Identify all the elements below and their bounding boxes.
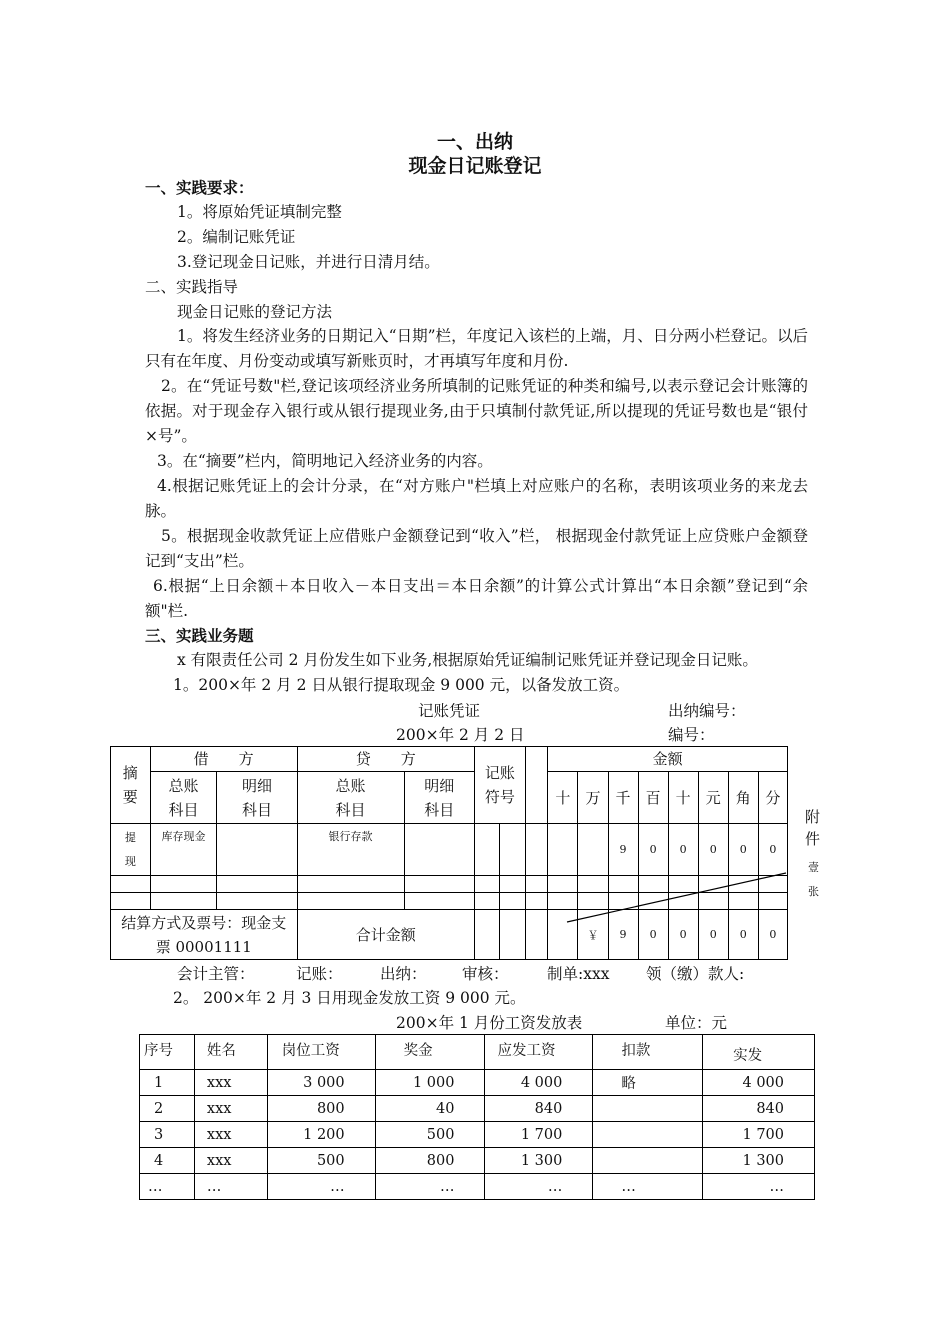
settlement-info: 结算方式及票号：现金支票 00001111: [111, 910, 298, 960]
footer-payee: 领（缴）款人:: [646, 965, 745, 983]
table-row: … … … … … … …: [140, 1174, 815, 1200]
section2-heading: 二、实践指导: [145, 278, 239, 296]
sec1-item-2: 2。编制记账凭证: [177, 228, 296, 246]
total-amount-label: 合计金额: [297, 910, 475, 960]
wage-table-unit: 单位：元: [665, 1014, 728, 1032]
section2-subheading: 现金日记账的登记方法: [177, 303, 333, 321]
voucher-number-label: 编号：: [668, 726, 715, 744]
voucher-credit-header: 贷 方: [297, 747, 475, 772]
wage-header: 序号: [140, 1035, 195, 1070]
wage-header: 奖金: [375, 1035, 485, 1070]
page-subtitle: 现金日记账登记: [408, 155, 542, 177]
entry-amount-digit: 0: [638, 824, 668, 876]
total-amount-digit: ￥: [578, 910, 608, 960]
attachment-count: 壹张: [808, 861, 819, 898]
digit-header: 万: [578, 772, 608, 824]
digit-header: 十: [668, 772, 698, 824]
voucher-debit-header: 借 方: [150, 747, 297, 772]
total-amount-digit: 0: [668, 910, 698, 960]
entry-amount-digit: 0: [728, 824, 758, 876]
page-title: 一、出纳: [436, 131, 513, 153]
credit-detail-header: 明细科目: [404, 772, 474, 824]
entry-amount-digit: 0: [668, 824, 698, 876]
debit-detail-header: 明细科目: [217, 772, 297, 824]
guide-p1: 1。将发生经济业务的日期记入“日期”栏，年度记入该栏的上端，月、日分两小栏登记。以后只有在年度、月份变动或填写新账页时，才再填写年度和月份.: [145, 327, 808, 370]
sec1-item-1: 1。将原始凭证填制完整: [177, 203, 342, 221]
digit-header: 百: [638, 772, 668, 824]
total-amount-digit: 0: [638, 910, 668, 960]
entry-amount-digit: 9: [608, 824, 638, 876]
section3-intro: x 有限责任公司 2 月份发生如下业务,根据原始凭证编制记账凭证并登记现金日记账。: [177, 651, 758, 669]
voucher-title: 记账凭证: [418, 702, 481, 720]
guide-p5: 5。根据现金收款凭证上应借账户金额登记到“收入”栏， 根据现金付款凭证上应贷账户金额登记到“支出”栏。: [145, 527, 808, 570]
total-amount-digit: 0: [758, 910, 787, 960]
digit-header: 千: [608, 772, 638, 824]
wage-header: 姓名: [194, 1035, 267, 1070]
digit-header: 分: [758, 772, 787, 824]
table-row: 4 xxx 500 800 1 300 1 300: [140, 1148, 815, 1174]
entry-credit-account: 银行存款: [297, 824, 404, 876]
task-2: 2。 200×年 2 月 3 日用现金发放工资 9 000 元。: [173, 989, 526, 1007]
total-amount-digit: 0: [698, 910, 728, 960]
section3-heading: 三、实践业务题: [145, 627, 254, 645]
guide-p6: 6.根据“上日余额＋本日收入－本日支出＝本日余额”的计算公式计算出“本日余额”登记到“余额"栏.: [145, 577, 808, 620]
total-amount-digit: 0: [728, 910, 758, 960]
wage-table-title: 200×年 1 月份工资发放表: [396, 1014, 583, 1032]
wage-header: 应发工资: [485, 1035, 593, 1070]
footer-bookkeeper: 记账：: [296, 965, 343, 983]
table-row: 3 xxx 1 200 500 1 700 1 700: [140, 1122, 815, 1148]
wage-header: 岗位工资: [267, 1035, 375, 1070]
digit-header: 元: [698, 772, 728, 824]
footer-auditor: 审核：: [462, 965, 509, 983]
total-amount-digit: 9: [608, 910, 638, 960]
guide-p4: 4.根据记账凭证上的会计分录，在“对方账户"栏填上对应账户的名称，表明该项业务的来龙去脉。: [145, 477, 808, 520]
task-1: 1。200×年 2 月 2 日从银行提取现金 9 000 元，以备发放工资。: [173, 676, 630, 694]
table-row: 1 xxx 3 000 1 000 4 000 略 4 000: [140, 1070, 815, 1096]
guide-p2: 2。在“凭证号数"栏,登记该项经济业务所填制的记账凭证的种类和编号,以表示登记会计账簿的依据。对于现金存入银行或从银行提现业务,由于只填制付款凭证,所以提现的凭证号数也是“银付×号”。: [145, 377, 808, 445]
voucher-summary-header: 摘要: [111, 747, 151, 824]
digit-header: 十: [548, 772, 578, 824]
guide-p3: 3。在“摘要”栏内，简明地记入经济业务的内容。: [157, 452, 493, 470]
section1-heading: 一、实践要求：: [145, 179, 254, 197]
footer-cashier: 出纳：: [380, 965, 427, 983]
footer-preparer: 制单:xxx: [547, 965, 610, 983]
voucher-amount-header: 金额: [548, 747, 788, 772]
table-row: 2 xxx 800 40 840 840: [140, 1096, 815, 1122]
voucher-mark-header: 记账符号: [475, 747, 526, 824]
wage-table: [139, 1034, 815, 1200]
attachment-label: 附件: [805, 808, 821, 848]
entry-amount-digit: 0: [698, 824, 728, 876]
entry-summary: 提现: [111, 824, 151, 876]
voucher-date: 200×年 2 月 2 日: [396, 726, 525, 744]
sec1-item-3: 3.登记现金日记账，并进行日清月结。: [177, 253, 440, 271]
credit-general-header: 总账科目: [297, 772, 404, 824]
cashier-number-label: 出纳编号：: [668, 702, 746, 720]
footer-supervisor: 会计主管：: [177, 965, 255, 983]
entry-debit-account: 库存现金: [150, 824, 217, 876]
digit-header: 角: [728, 772, 758, 824]
entry-amount-digit: 0: [758, 824, 787, 876]
debit-general-header: 总账科目: [150, 772, 217, 824]
wage-header: 实发: [703, 1035, 815, 1070]
wage-header: 扣款: [593, 1035, 703, 1070]
